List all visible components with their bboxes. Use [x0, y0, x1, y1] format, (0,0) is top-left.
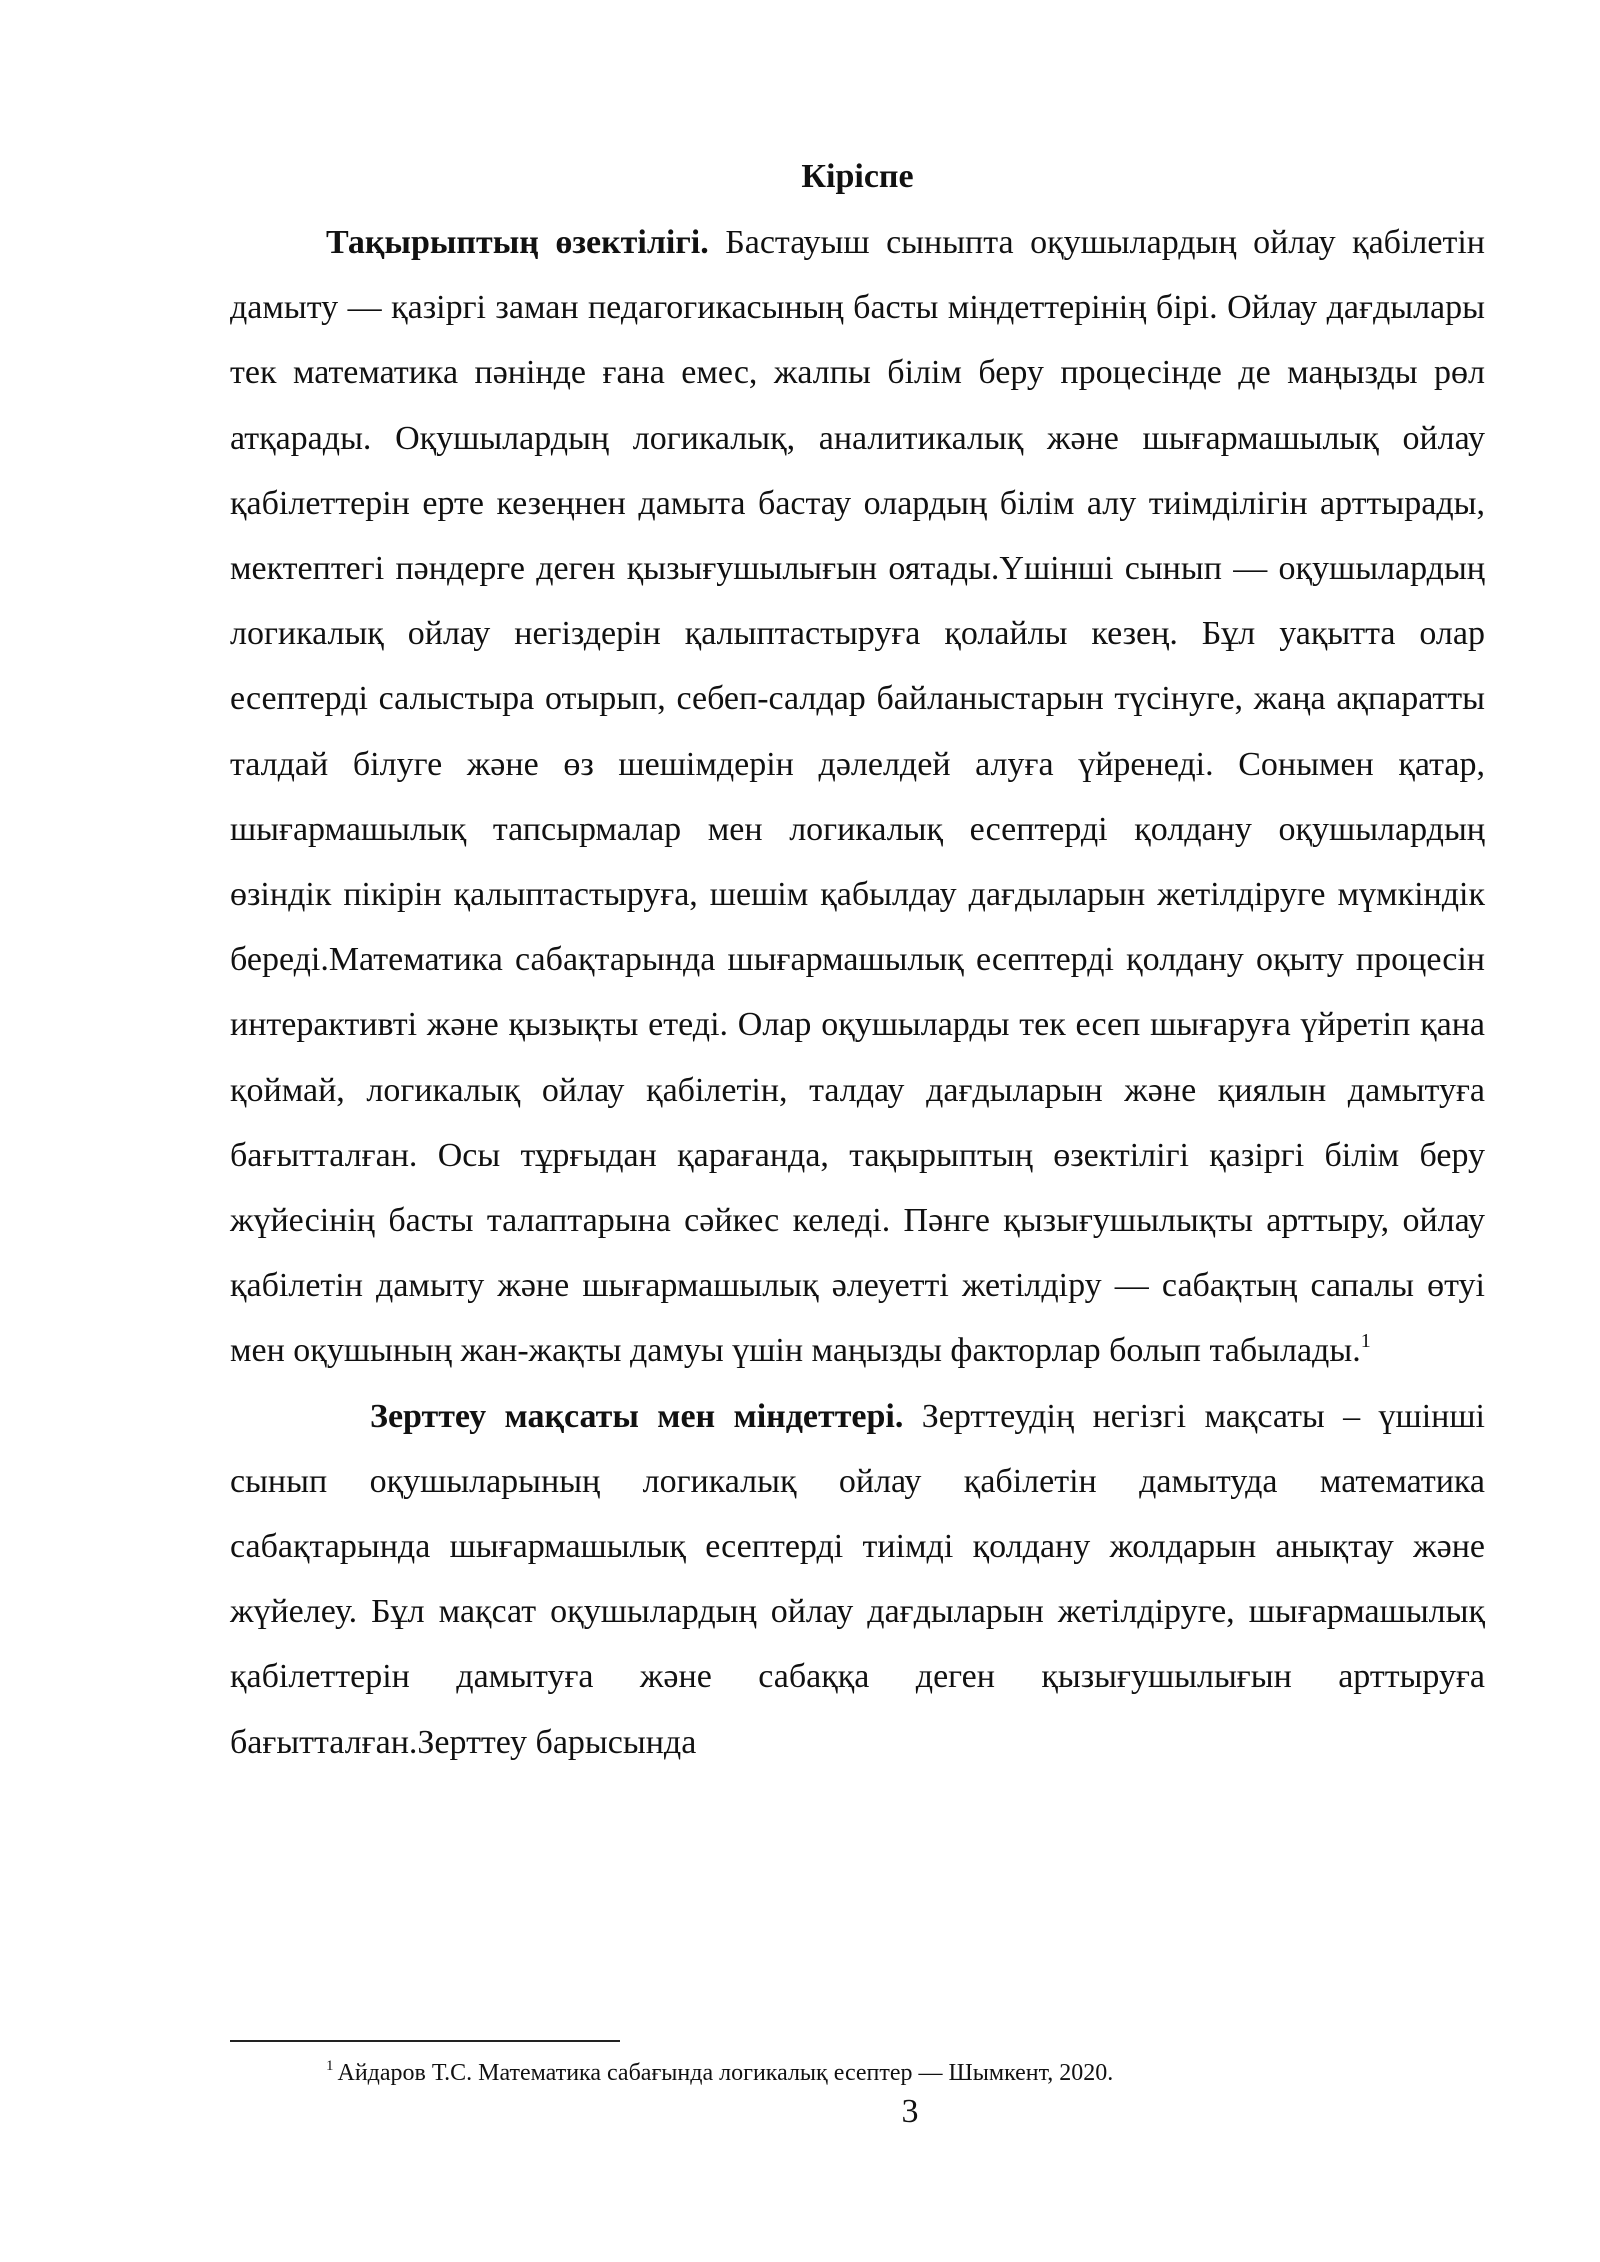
footnote-number: 1	[326, 2058, 334, 2074]
paragraph-text-goals: Зерттеудің негізгі мақсаты – үшінші сынып оқушыларының логикалық ойлау қабілетін дамытуда математика сабақтарында шығармашылық есептерді тиімді қолдану жолдарын анықтау және жүйелеу. Бұл мақсат оқушылардың ойлау дағдыларын жетілдіруге, шығармашылық қабілеттерін дамытуға және сабаққа деген қызығушылығын арттыруға бағытталған.Зерттеу барысында	[230, 1397, 1485, 1761]
paragraph-goals	[230, 1384, 1485, 1775]
footnote-separator	[230, 2040, 620, 2042]
paragraph-text-relevance: Бастауыш сыныпта оқушылардың ойлау қабілетін дамыту — қазіргі заман педагогикасының басты міндеттерінің бірі. Ойлау дағдылары тек математика пәнінде ғана емес, жалпы білім беру процесінде де маңызды рөл атқарады. Оқушылардың логикалық, аналитикалық және шығармашылық ойлау қабілеттерін ерте кезеңнен дамыта бастау олардың білім алу тиімділігін арттырады, мектептегі пәндерге деген қызығушылығын оятады.Үшінші сынып — оқушылардың логикалық ойлау негіздерін қалыптастыруға қолайлы кезең. Бұл уақытта олар есептерді салыстыра отырып, себеп-салдар байланыстарын түсінуге, жаңа ақпаратты талдай білуге және өз шешімдерін дәлелдей алуға үйренеді. Сонымен қатар, шығармашылық тапсырмалар мен логикалық есептерді қолдану оқушылардың өзіндік пікірін қалыптастыруға, шешім қабылдау дағдыларын жетілдіруге мүмкіндік береді.Математика сабақтарында шығармашылық есептерді қолдану оқыту процесін интерактивті және қызықты етеді. Олар оқушыларды тек есеп шығаруға үйретіп қана қоймай, логикалық ойлау қабілетін, талдау дағдыларын және қиялын дамытуға бағытталған. Осы тұрғыдан қарағанда, тақырыптың өзектілігі қазіргі білім беру жүйесінің басты талаптарына сәйкес келеді. Пәнге қызығушылықты арттыру, ойлау қабілетін дамыту және шығармашылық әлеуетті жетілдіру — сабақтың сапалы өтуі мен оқушының жан-жақты дамуы үшін маңызды факторлар болып табылады.	[230, 224, 1485, 1370]
footnote-reference[interactable]: 1	[1360, 1330, 1371, 1353]
paragraph-lead-goals: Зерттеу мақсаты мен міндеттері.	[370, 1397, 904, 1435]
body-text	[230, 210, 1485, 1775]
page-number: 3	[901, 2093, 919, 2130]
footnote-text: Айдаров Т.С. Математика сабағында логикалық есептер — Шымкент, 2020.	[337, 2060, 1114, 2086]
section-title: Кіріспе	[801, 158, 914, 195]
paragraph-relevance	[230, 210, 1485, 1384]
footnote	[230, 2056, 1485, 2090]
paragraph-lead-relevance: Тақырыптың өзектілігі.	[326, 224, 709, 261]
